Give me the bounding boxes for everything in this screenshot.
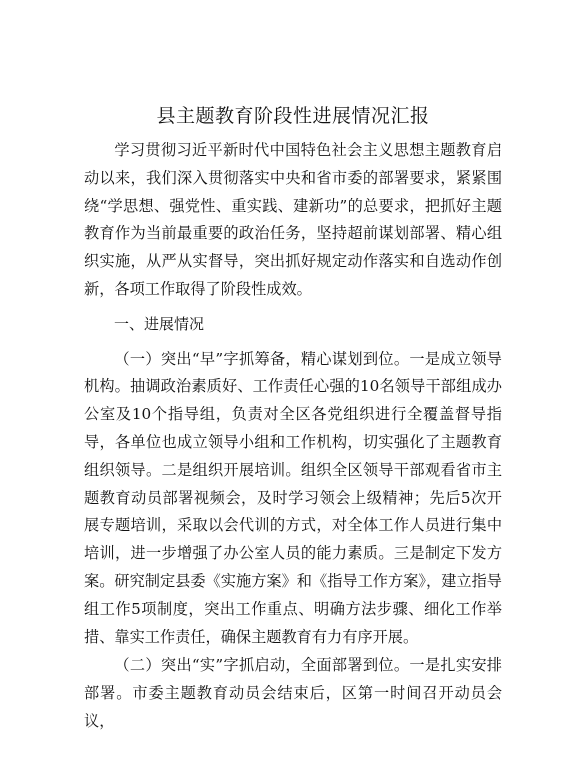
document-title: 县主题教育阶段性进展情况汇报 xyxy=(156,105,430,127)
subsection-paragraph-2: （二）突出“实”字抓启动，全面部署到位。一是扎实安排部署。市委主题教育动员会结束后，区第一时间召开动员会议， xyxy=(84,656,502,730)
intro-paragraph: 学习贯彻习近平新时代中国特色社会主义思想主题教育启动以来，我们深入贯彻落实中央和省市委的部署要求，紧紧围绕“学思想、强党性、重实践、建新功”的总要求，把抓好主题教育作为当前最重要的政治任务，坚持超前谋划部署、精心组织实施，从严从实督导，突出抓好规定动作落实和自选动作创新，各项工作取得了阶段性成效。 xyxy=(84,141,502,298)
document-body xyxy=(84,137,502,736)
section-heading: 一、进展情况 xyxy=(114,314,205,333)
subsection-paragraph-1: （一）突出“早”字抓筹备，精心谋划到位。一是成立领导机构。抽调政治素质好、工作责任心强的10名领导干部组成办公室及10个指导组，负责对全区各党组织进行全覆盖督导指导，各单位也成立领导小组和工作机构，切实强化了主题教育组织领导。二是组织开展培训。组织全区领导干部观看省市主题教育动员部署视频会，及时学习领会上级精神；先后5次开展专题培训，采取以会代训的方式，对全体工作人员进行集中培训，进一步增强了办公室人员的能力素质。三是制定下发方案。研究制定县委《实施方案》和《指导工作方案》，建立指导组工作5项制度，突出工作重点、明确方法步骤、细化工作举措、靠实工作责任，确保主题教育有力有序开展。 xyxy=(84,349,502,646)
